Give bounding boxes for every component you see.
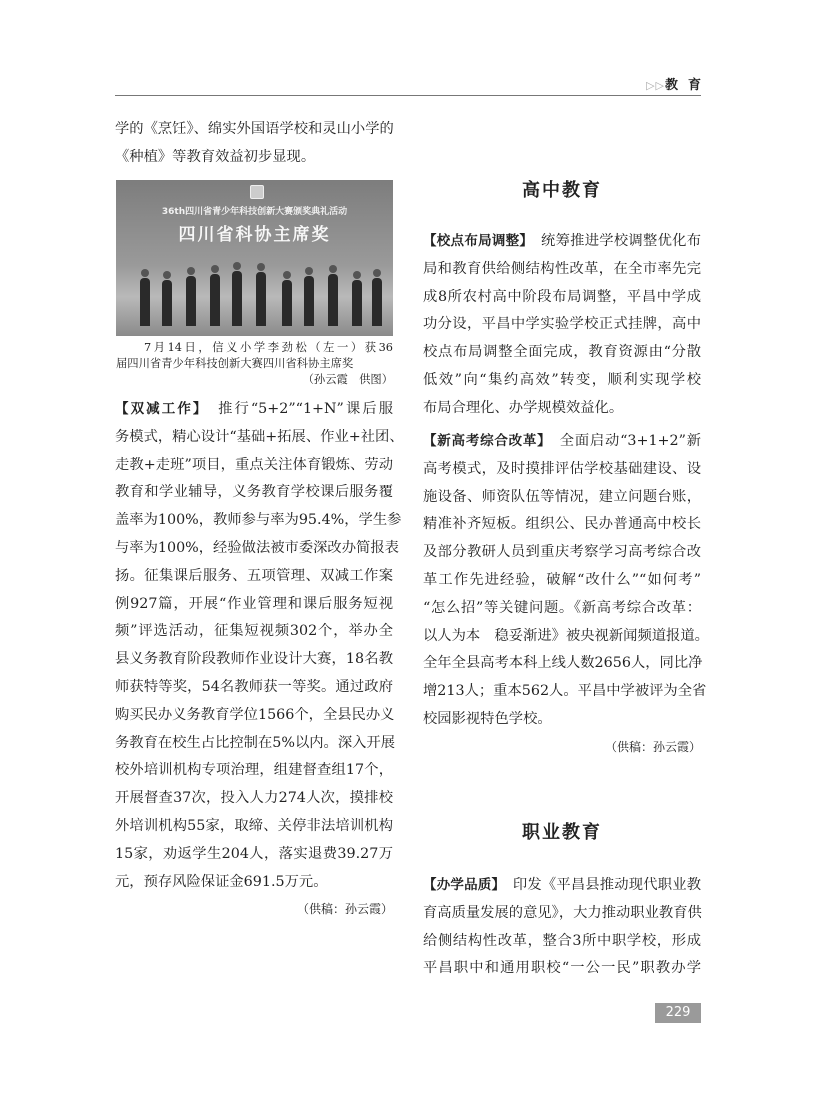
text-line: 《种植》等教育效益初步显现。 (115, 148, 316, 165)
credit-line: （供稿：孙云霞） (296, 902, 393, 917)
triangle-markers-icon: ▷▷ (646, 79, 665, 92)
person-figure (352, 280, 362, 326)
photo-caption (116, 340, 393, 388)
text-line: 开展督查37次，投入人力274人次，摸排校 (115, 790, 393, 807)
caption-line: 7月14日，信义小学李劲松（左一）获36 (144, 341, 393, 354)
text-line: 以人为本 稳妥渐进》被央视新闻频道报道。 (423, 627, 709, 644)
text-line: 革工作先进经验，破解“改什么”“如何考” (423, 571, 701, 588)
paragraph-tag: 【双减工作】 (115, 401, 202, 417)
header-rule (115, 95, 701, 96)
text-line: 师获特等奖，54名教师获一等奖。通过政府 (115, 678, 393, 695)
section-title-high-school: 高中教育 (522, 180, 602, 201)
section-name: 教育 (664, 78, 711, 93)
text-run: 统筹推进学校调整优化布 (526, 233, 702, 249)
text-line: 盖率为100%，教师参与率为95.4%，学生参 (115, 512, 402, 529)
text-line: 全年全县高考本科上线人数2656人，同比净 (423, 655, 703, 672)
paragraph-tag: 【新高考综合改革】 (423, 433, 545, 449)
text-line (423, 428, 701, 456)
text-line: 低效”向“集约高效”转变，顺利实现学校 (423, 371, 701, 388)
text-line: 县义务教育阶段教师作业设计大赛，18名教 (115, 651, 393, 668)
text-line: 精准补齐短板。组织公、民办普通高中校长 (423, 516, 701, 533)
text-line: 平昌职中和通用职校“一公一民”职教办学 (423, 960, 701, 977)
text-line: 增213人；重本562人。平昌中学被评为全省 (423, 683, 707, 700)
page-number: 229 (655, 1003, 701, 1023)
person-figure (304, 276, 314, 326)
caption-line: 届四川省青少年科技创新大赛四川省科协主席奖 (116, 357, 354, 370)
text-line: 施设备、师资队伍等情况，建立问题台账， (423, 488, 701, 505)
person-figure (162, 280, 172, 326)
credit-line: （供稿：孙云霞） (604, 739, 701, 754)
text-line: 功分设，平昌中学实验学校正式挂牌，高中 (423, 316, 701, 333)
person-figure (186, 276, 196, 326)
text-line: 校外培训机构专项治理，组建督查组17个， (115, 762, 393, 779)
article-school-quality (423, 872, 701, 983)
text-run: 全面启动“3+1+2”新 (544, 433, 702, 449)
text-line (423, 872, 701, 900)
person-figure (232, 271, 242, 326)
text-line: 给侧结构性改革，整合3所中职学校，形成 (423, 932, 701, 949)
text-line (115, 396, 393, 424)
caption-credit: （孙云霞 供图） (302, 373, 393, 386)
text-line: 校园影视特色学校。 (423, 710, 552, 727)
section-title-vocational: 职业教育 (522, 822, 602, 843)
article-double-reduction (115, 396, 404, 924)
person-figure (282, 280, 292, 326)
article-gaokao-reform (423, 428, 709, 762)
paragraph-tag: 【校点布局调整】 (423, 233, 527, 249)
article-school-layout (423, 228, 701, 423)
logo-icon (250, 185, 264, 199)
running-header (115, 74, 711, 94)
text-line: 及部分教研人员到重庆考察学习高考综合改 (423, 544, 701, 561)
award-photo (116, 180, 393, 336)
text-line: 布局合理化、办学规模效益化。 (423, 399, 624, 416)
text-line: “怎么招”等关键问题。《新高考综合改革： (423, 599, 701, 616)
text-line: 外培训机构55家，取缔、关停非法培训机构 (115, 817, 393, 834)
paragraph-tag: 【办学品质】 (423, 877, 499, 893)
intro-paragraph (115, 116, 393, 172)
text-line: 购买民办义务教育学位1566个，全县民办义 (115, 706, 395, 723)
text-line: 例927篇，开展“作业管理和课后服务短视 (115, 595, 393, 612)
text-line: 走教+走班”项目，重点关注体育锻炼、劳动 (115, 456, 393, 473)
text-line: 15家，劝返学生204人，落实退费39.27万 (115, 845, 393, 862)
text-line: 学的《烹饪》、绵实外国语学校和灵山小学的 (115, 121, 394, 137)
text-line: 扬。征集课后服务、五项管理、双减工作案 (115, 567, 393, 584)
text-run: 印发《平昌县推动现代职业教 (498, 877, 702, 893)
text-line: 校点布局调整全面完成，教育资源由“分散 (423, 344, 701, 361)
text-line: 局和教育供给侧结构性改革，在全市率先完 (423, 260, 701, 277)
text-line: 频”评选活动，征集短视频302个，举办全 (115, 623, 393, 640)
text-line: 元，预存风险保证金691.5万元。 (115, 873, 328, 890)
person-figure (372, 278, 382, 326)
text-line (423, 228, 701, 256)
text-line: 成8所农村高中阶段布局调整，平昌中学成 (423, 288, 701, 305)
person-figure (140, 278, 150, 326)
person-figure (328, 274, 338, 326)
text-line: 务教育在校生占比控制在5%以内。深入开展 (115, 734, 396, 751)
text-line: 教育和学业辅导，义务教育学校课后服务覆 (115, 484, 393, 501)
text-line: 务模式，精心设计“基础+拓展、作业+社团、 (115, 428, 404, 445)
person-figure (210, 274, 220, 326)
text-run: 推行“5+2”“1+N”课后服 (201, 401, 393, 417)
photo-banner-line2: 四川省科协主席奖 (178, 225, 331, 245)
text-line: 育高质量发展的意见》，大力推动职业教育供 (423, 904, 702, 921)
person-figure (256, 272, 266, 326)
text-line: 高考模式，及时摸排评估学校基础建设、设 (423, 460, 701, 477)
text-line: 与率为100%，经验做法被市委深改办简报表 (115, 539, 399, 556)
photo-banner-line1: 36th四川省青少年科技创新大赛颁奖典礼活动 (161, 207, 348, 217)
